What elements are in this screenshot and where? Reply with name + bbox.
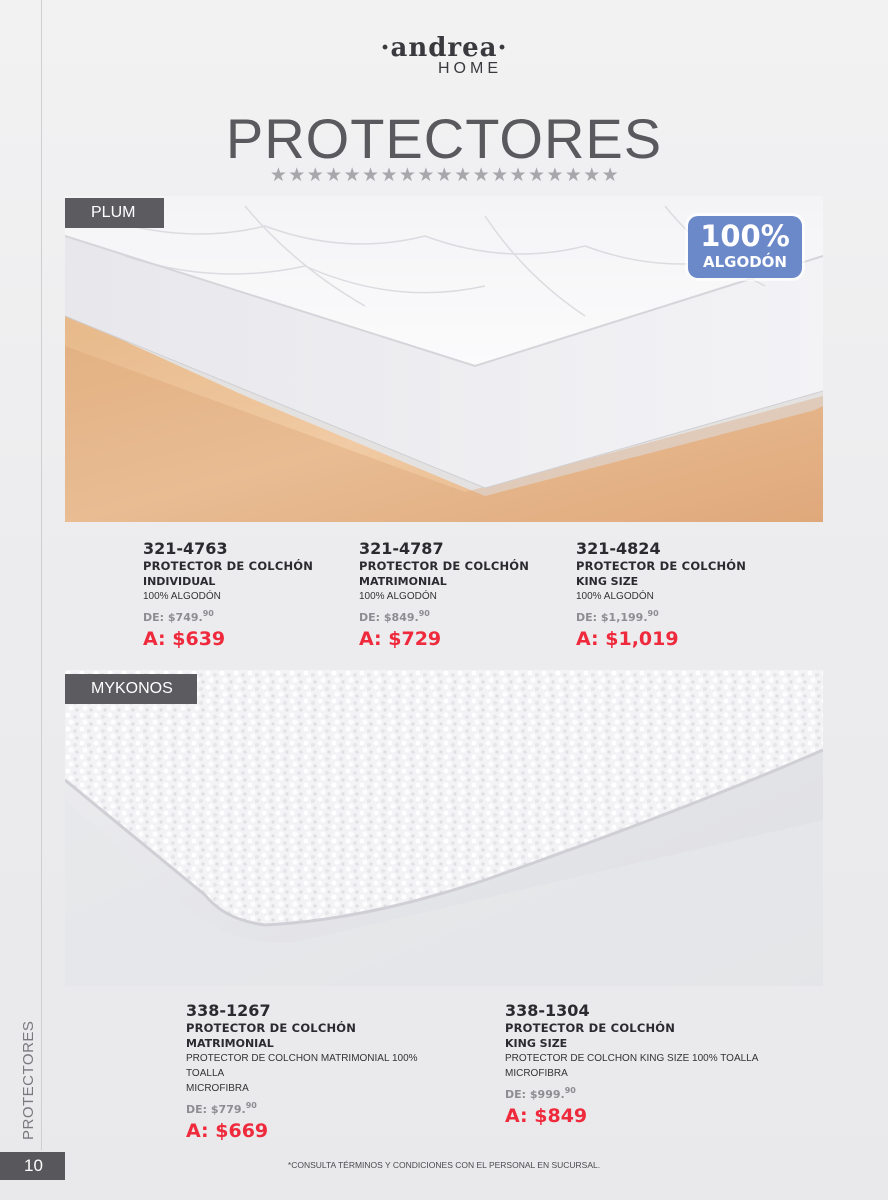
sale-price: A: $849 xyxy=(505,1105,588,1127)
badge-percent: 100% xyxy=(700,219,790,253)
brand-logo xyxy=(0,34,888,76)
page-number: 10 xyxy=(0,1152,65,1180)
original-price: DE: $749.90 xyxy=(143,609,214,624)
badge-material: ALGODÓN xyxy=(703,253,787,271)
product-size: KING SIZE xyxy=(576,575,639,588)
sale-price: A: $1,019 xyxy=(576,628,679,650)
product-description-cont: MICROFIBRA xyxy=(186,1083,249,1094)
product-description: 100% ALGODÓN xyxy=(143,591,221,602)
product-size: MATRIMONIAL xyxy=(359,575,447,588)
cotton-badge xyxy=(688,216,802,278)
product-card xyxy=(576,540,776,650)
sale-price: A: $639 xyxy=(143,628,226,650)
product-description: PROTECTOR DE COLCHON KING SIZE 100% TOALLA xyxy=(505,1053,759,1064)
product-code: 321-4787 xyxy=(359,539,444,558)
left-margin-rule xyxy=(41,0,42,1150)
product-size: KING SIZE xyxy=(505,1037,568,1050)
product-name: PROTECTOR DE COLCHÓN xyxy=(143,559,314,573)
product-code: 338-1267 xyxy=(186,1001,271,1020)
product-code: 338-1304 xyxy=(505,1001,590,1020)
product-card xyxy=(186,1002,446,1142)
product-description: 100% ALGODÓN xyxy=(359,591,437,602)
side-section-label: PROTECTORES xyxy=(20,1020,37,1140)
product-card xyxy=(143,540,343,650)
product-description: PROTECTOR DE COLCHON MATRIMONIAL 100% TOALLA xyxy=(186,1053,418,1079)
terms-footnote: *CONSULTA TÉRMINOS Y CONDICIONES CON EL PERSONAL EN SUCURSAL. xyxy=(287,1160,601,1170)
mykonos-mattress-image xyxy=(65,670,823,986)
mykonos-mattress-illustration xyxy=(65,670,823,986)
page-title: PROTECTORES xyxy=(225,107,663,170)
product-code: 321-4763 xyxy=(143,539,228,558)
original-price: DE: $849.90 xyxy=(359,609,430,624)
sale-price: A: $729 xyxy=(359,628,442,650)
product-size: INDIVIDUAL xyxy=(143,575,216,588)
section-tab-mykonos: MYKONOS xyxy=(65,674,197,704)
original-price: DE: $999.90 xyxy=(505,1086,576,1101)
product-name: PROTECTOR DE COLCHÓN xyxy=(186,1021,357,1035)
section-tab-plum: PLUM xyxy=(65,198,164,228)
product-card xyxy=(359,540,559,650)
product-name: PROTECTOR DE COLCHÓN xyxy=(359,559,530,573)
star-divider: ★★★★★★★★★★★★★★★★★★★ xyxy=(269,164,621,186)
product-description-cont: MICROFIBRA xyxy=(505,1068,568,1079)
brand-name: ·andrea· xyxy=(380,33,508,63)
product-name: PROTECTOR DE COLCHÓN xyxy=(576,559,747,573)
product-name: PROTECTOR DE COLCHÓN xyxy=(505,1021,676,1035)
product-size: MATRIMONIAL xyxy=(186,1037,274,1050)
brand-subtitle: HOME xyxy=(438,60,502,77)
sale-price: A: $669 xyxy=(186,1120,269,1142)
original-price: DE: $779.90 xyxy=(186,1101,257,1116)
original-price: DE: $1,199.90 xyxy=(576,609,659,624)
product-code: 321-4824 xyxy=(576,539,661,558)
product-description: 100% ALGODÓN xyxy=(576,591,654,602)
product-card xyxy=(505,1002,765,1127)
